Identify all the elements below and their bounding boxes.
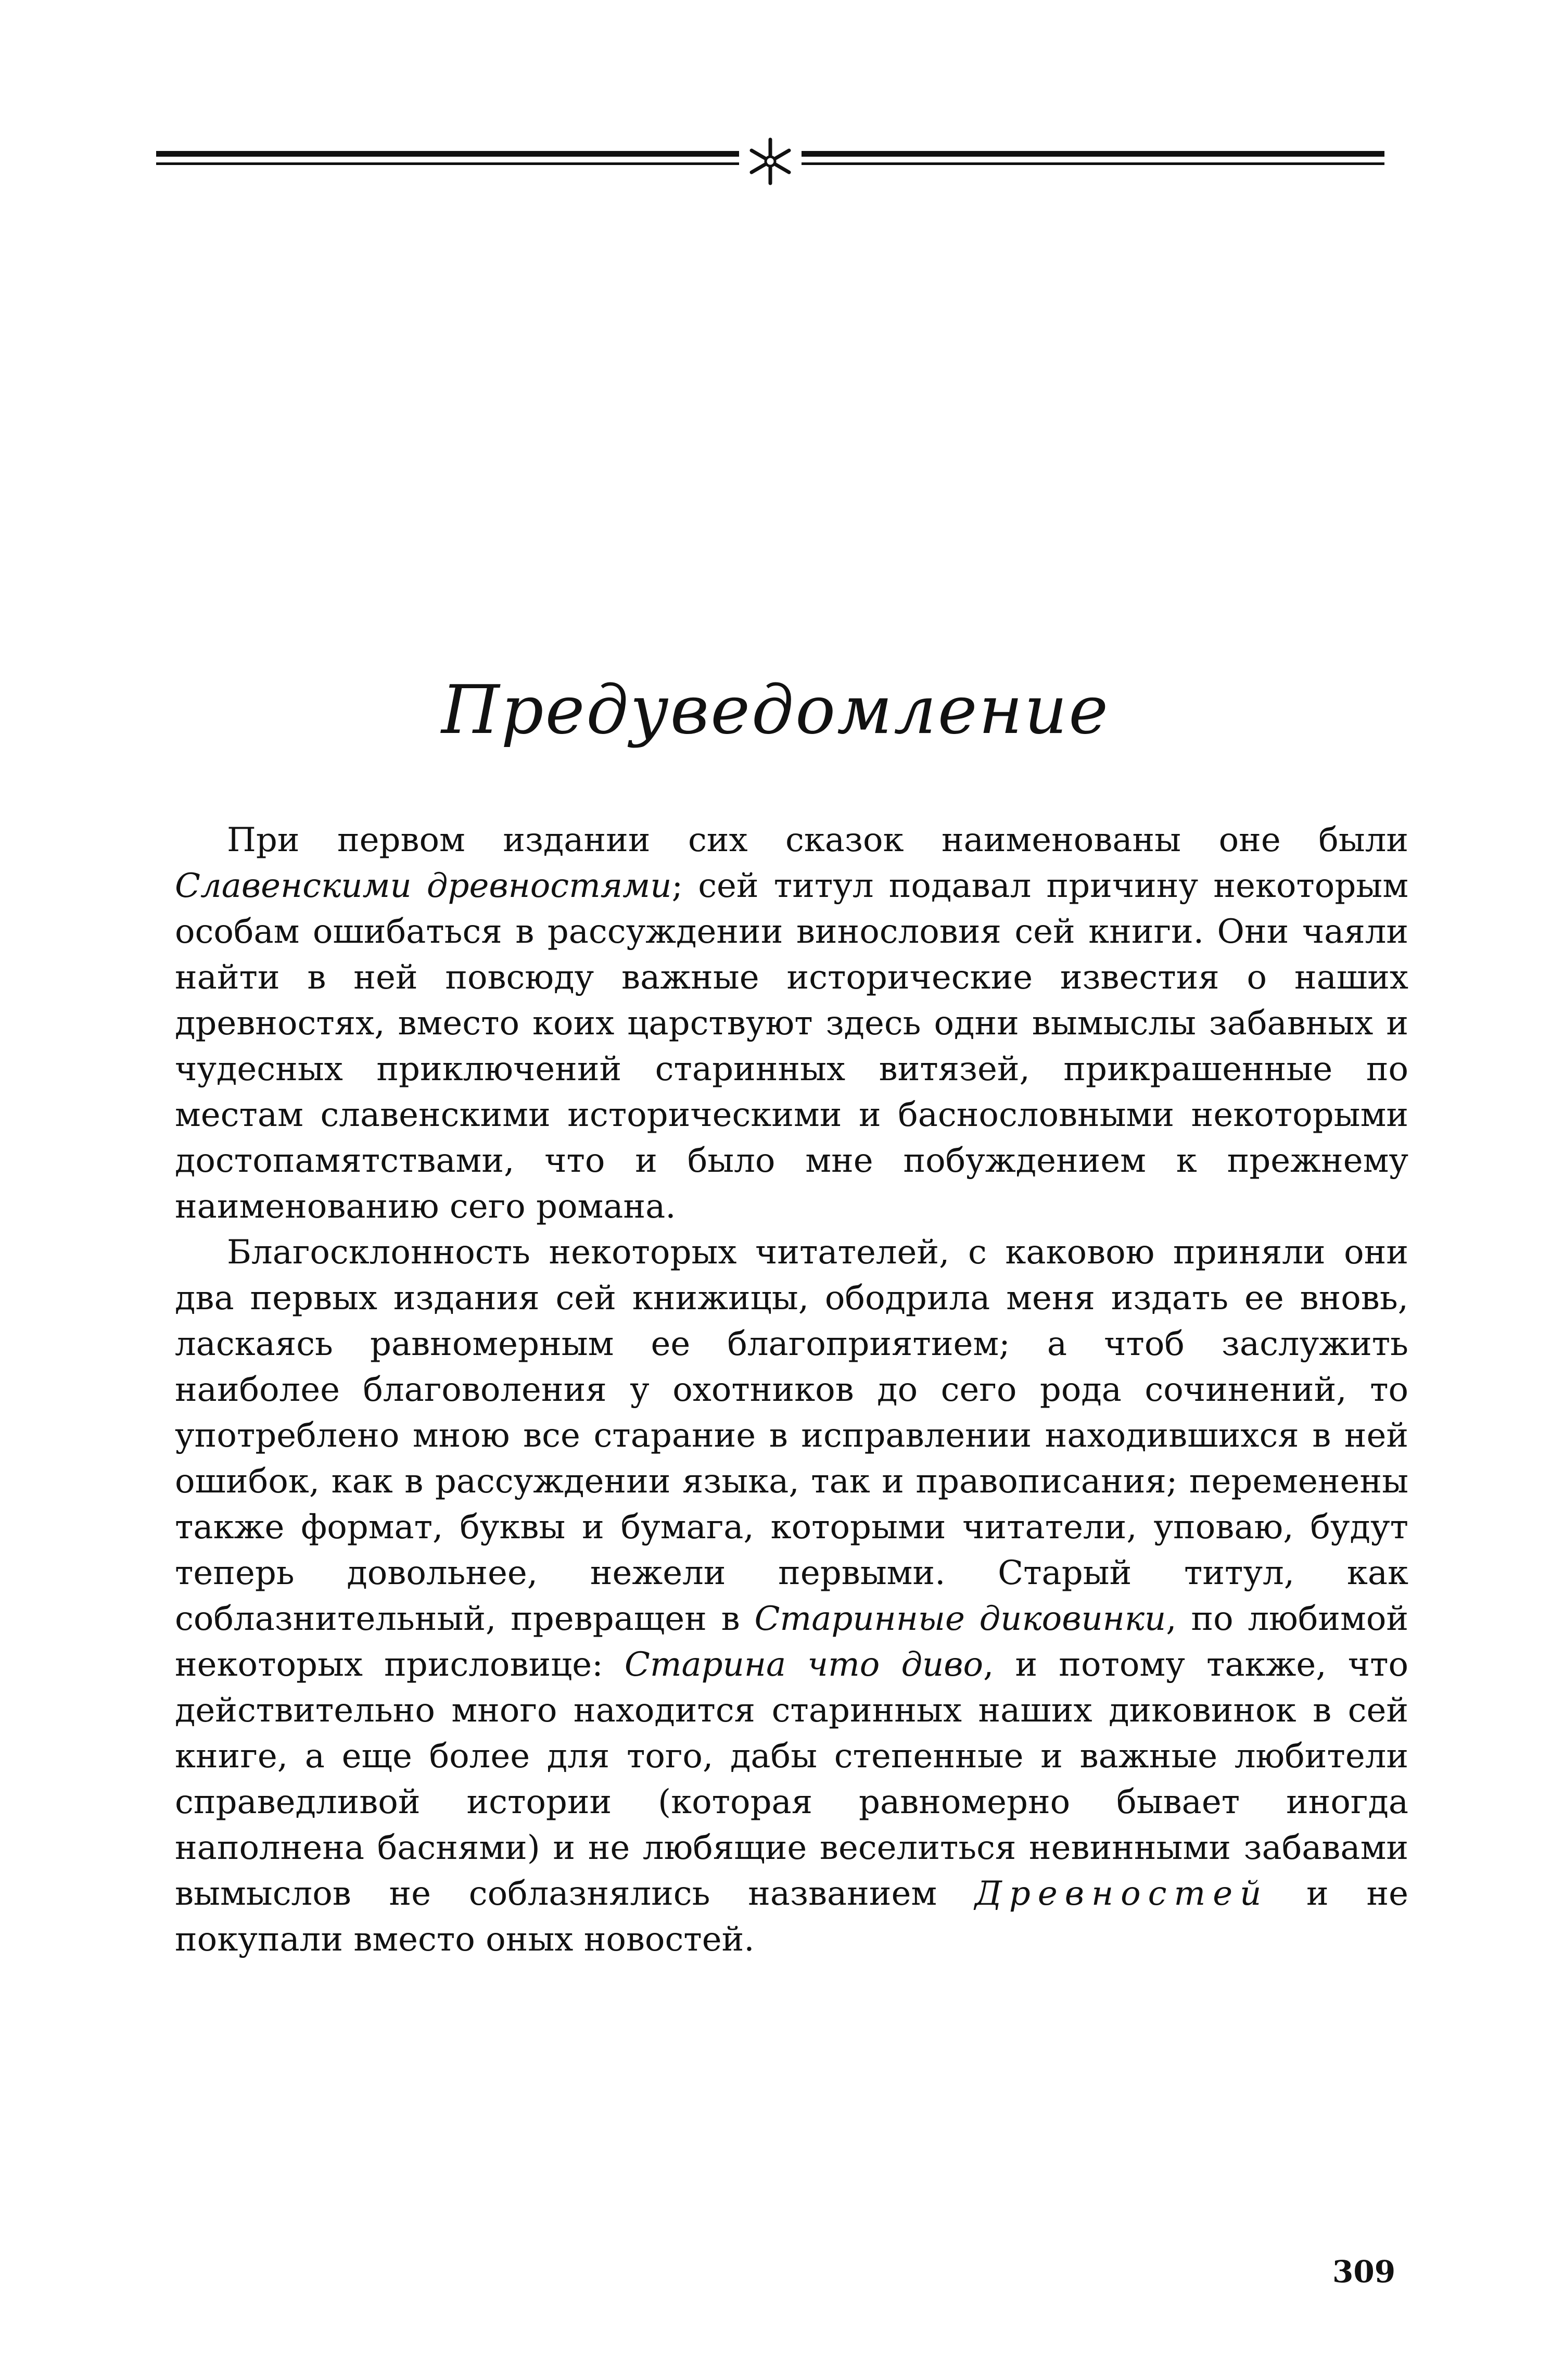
text-run: и не покупали вместо оных новостей. [175, 1875, 1409, 1959]
italic-run: Славенскими древностями [175, 867, 672, 905]
text-run: , по любимой некоторых присловице: [175, 1600, 1409, 1684]
page-title: Предуведомление [441, 672, 1110, 749]
asterisk-ornament-icon [744, 135, 796, 187]
ornament-rule-left [156, 151, 739, 157]
paragraph-1 [175, 817, 1408, 1230]
paragraph-2 [175, 1230, 1408, 1963]
header-ornament [156, 135, 1384, 187]
ornament-rule-right [802, 151, 1384, 157]
italic-run: Старинные диковинки [754, 1600, 1166, 1638]
italic-run: Старина что диво [624, 1645, 984, 1684]
text-run: При первом издании сих сказок наименованы оне были [227, 821, 1408, 859]
page-number: 309 [1332, 2254, 1396, 2289]
text-run: Благосклонность некоторых читателей, с каковою приняли они два первых издания сей книжицы, ободрила меня издать ее вновь, ласкаясь равномерным ее благоприятием; а чтоб заслужить наиболее благоволения у охотников до сего рода сочинений, то употреблено мною все старание в исправлении находившихся в ней ошибок, как в рассуждении языка, так и правописания; переменены также формат, буквы и бумага, которыми читатели, уповаю, будут теперь довольнее, нежели первыми. Старый титул, как соблазнительный, превращен в [175, 1233, 1408, 1638]
italic-spaced-run: Древностей [974, 1875, 1269, 1913]
text-run: , и потому также, что действительно много находится старинных наших диковинок в сей книге, а еще более для того, дабы степенные и важные любители справедливой истории (которая равномерно бывает иногда наполнена баснями) и не любящие веселиться невинными забавами вымыслов не соблазнялись названием [175, 1645, 1409, 1913]
text-run: ; сей титул подавал причину некоторым особам ошибаться в рассуждении винословия сей книги. Они чаяли найти в ней повсюду важные исторические известия о наших древностях, вместо коих царствуют здесь одни вымыслы забавных и чудесных приключений старинных витязей, прикрашенные по местам славенскими историческими и баснословными некоторыми достопамятствами, что и было мне побуждением к прежнему наименованию сего романа. [175, 867, 1409, 1226]
main-text [175, 817, 1408, 1963]
